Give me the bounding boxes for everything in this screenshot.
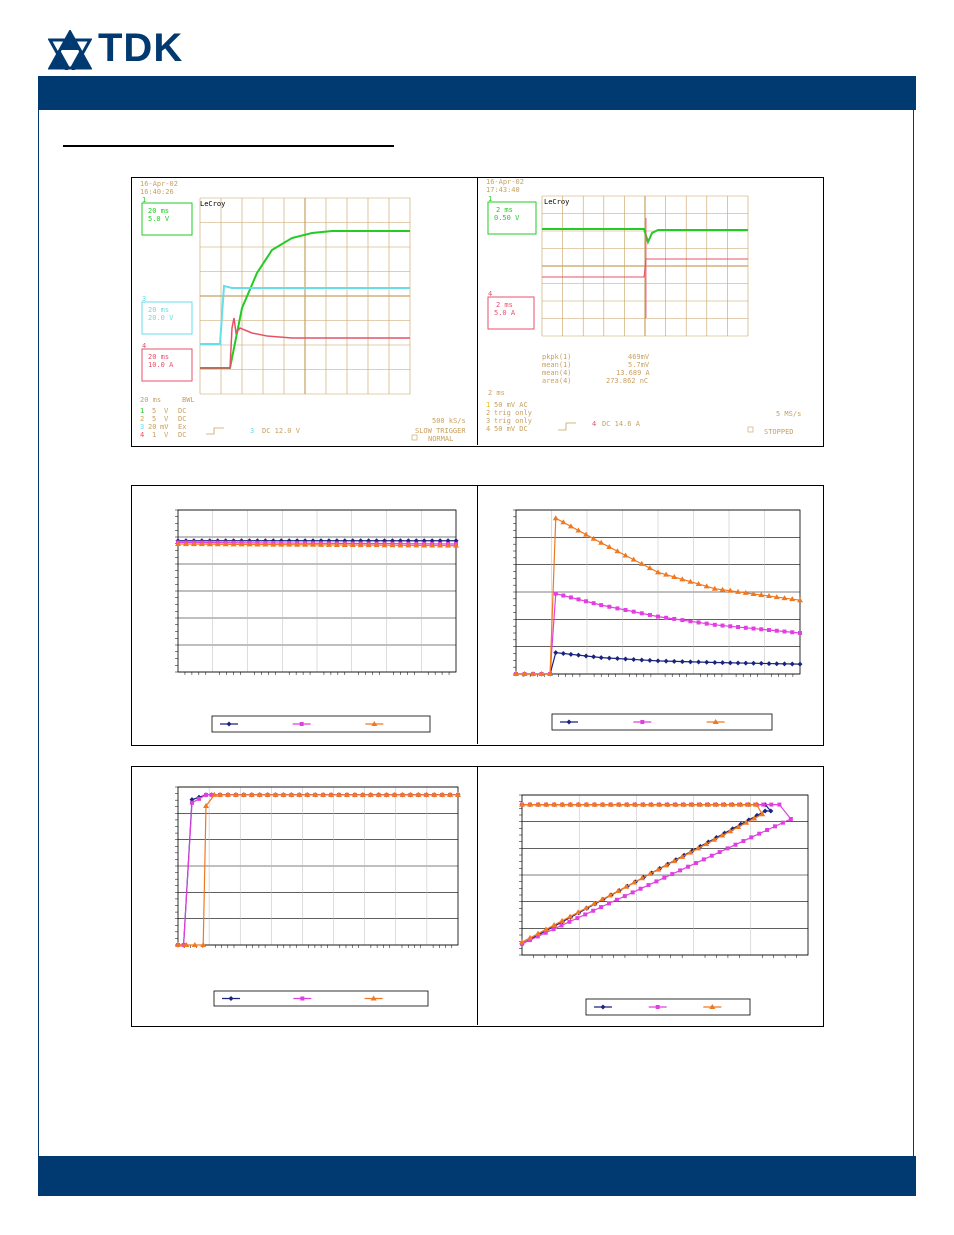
chart-data-point bbox=[632, 610, 636, 614]
chart-data-point bbox=[736, 625, 740, 629]
chart-data-point bbox=[656, 615, 660, 619]
ch4-timebase: 20 ms bbox=[148, 353, 170, 361]
chart-data-point bbox=[736, 660, 741, 665]
scope-right-timebase: 2 ms bbox=[488, 389, 505, 397]
svg-text:4: 4 bbox=[142, 342, 147, 350]
chart-data-point bbox=[702, 857, 706, 861]
svg-text:50 mV AC: 50 mV AC bbox=[494, 401, 528, 409]
chart-data-point bbox=[561, 594, 565, 598]
scope-left bbox=[132, 178, 476, 444]
chart-data-point bbox=[790, 630, 794, 634]
svg-text:5: 5 bbox=[152, 415, 157, 423]
chart-data-point bbox=[607, 656, 612, 661]
scope-left-ch4-box bbox=[142, 342, 192, 381]
chart-series-line bbox=[178, 795, 458, 945]
chart-top-right bbox=[478, 486, 821, 743]
svg-text:50 mV DC: 50 mV DC bbox=[494, 425, 528, 433]
chart-data-point bbox=[789, 817, 793, 821]
chart-data-point bbox=[769, 803, 773, 807]
chart-data-point bbox=[782, 661, 787, 666]
svg-text:3: 3 bbox=[486, 417, 491, 425]
chart-data-point bbox=[713, 623, 717, 627]
chart-data-point bbox=[584, 653, 589, 658]
chart-data-point bbox=[553, 515, 559, 520]
chart-data-point bbox=[744, 626, 748, 630]
chart-legend-marker bbox=[300, 722, 304, 726]
chart-data-point bbox=[775, 629, 779, 633]
svg-text:4: 4 bbox=[488, 290, 493, 298]
svg-text:pkpk(1): pkpk(1) bbox=[542, 353, 572, 361]
scope-left-mode2: NORMAL bbox=[428, 435, 454, 443]
svg-text:1: 1 bbox=[488, 195, 493, 203]
chart-data-point bbox=[710, 854, 714, 858]
chart-data-point bbox=[728, 660, 733, 665]
chart-data-point bbox=[615, 656, 620, 661]
svg-text:273.862 nC: 273.862 nC bbox=[606, 377, 649, 385]
chart-data-point bbox=[631, 657, 636, 662]
chart-data-point bbox=[712, 660, 717, 665]
chart-data-point bbox=[733, 843, 737, 847]
chart-data-point bbox=[777, 803, 781, 807]
chart-data-point bbox=[696, 660, 701, 665]
chart-data-point bbox=[688, 659, 693, 664]
chart-bottom-right bbox=[478, 767, 821, 1024]
scope-left-channel-list bbox=[140, 407, 186, 439]
tdk-logo bbox=[48, 26, 218, 74]
chart-data-point bbox=[623, 657, 628, 662]
chart-data-point bbox=[592, 601, 596, 605]
chart-legend bbox=[212, 716, 430, 732]
svg-text:2: 2 bbox=[486, 409, 491, 417]
chart-top-left bbox=[132, 486, 476, 743]
footer-band bbox=[38, 1156, 916, 1196]
chart-data-point bbox=[607, 605, 611, 609]
chart-data-point bbox=[781, 821, 785, 825]
chart-data-point bbox=[607, 901, 611, 905]
chart-data-point bbox=[672, 659, 677, 664]
chart-data-point bbox=[767, 661, 772, 666]
svg-text:20: 20 bbox=[148, 423, 157, 431]
scope-right-date: 16-Apr-02 bbox=[486, 178, 524, 186]
trigger-edge-icon bbox=[206, 428, 224, 434]
scope-right-trigger-ch: 4 bbox=[592, 420, 597, 428]
svg-text:1: 1 bbox=[140, 407, 145, 415]
chart-data-point bbox=[599, 905, 603, 909]
right-ch4-timebase: 2 ms bbox=[496, 301, 513, 309]
svg-text:4: 4 bbox=[140, 431, 145, 439]
chart-legend-marker bbox=[640, 720, 644, 724]
chart-data-point bbox=[615, 898, 619, 902]
chart-data-point bbox=[591, 654, 596, 659]
svg-text:DC: DC bbox=[178, 407, 187, 415]
chart-data-point bbox=[694, 861, 698, 865]
chart-data-point bbox=[583, 912, 587, 916]
svg-text:trig only: trig only bbox=[494, 409, 532, 417]
chart-data-point bbox=[773, 824, 777, 828]
svg-text:V: V bbox=[164, 407, 169, 415]
chart-data-point bbox=[798, 631, 802, 635]
chart-data-point bbox=[197, 797, 201, 801]
chart-legend bbox=[214, 991, 428, 1006]
svg-text:5: 5 bbox=[152, 407, 157, 415]
chart-data-point bbox=[757, 832, 761, 836]
chart-data-point bbox=[751, 661, 756, 666]
scope-left-status-icon bbox=[412, 435, 417, 440]
svg-text:area(4): area(4) bbox=[542, 377, 572, 385]
chart-data-point bbox=[568, 652, 573, 657]
chart-series-line bbox=[178, 795, 458, 945]
scope-left-trigger-ch: 3 bbox=[250, 427, 255, 435]
chart-series-line bbox=[522, 805, 762, 943]
chart-data-point bbox=[705, 622, 709, 626]
svg-text:1: 1 bbox=[142, 196, 147, 204]
scope-right bbox=[478, 178, 821, 444]
scope-left-ch3-box bbox=[142, 295, 192, 334]
right-ch4-scale: 5.0 A bbox=[494, 309, 516, 317]
chart-data-point bbox=[759, 661, 764, 666]
svg-text:mean(1): mean(1) bbox=[542, 361, 572, 369]
svg-text:V: V bbox=[164, 431, 169, 439]
scope-left-mode: SLOW TRIGGER bbox=[415, 427, 466, 435]
chart-data-point bbox=[680, 618, 684, 622]
scope-left-bwl: BWL bbox=[182, 396, 195, 404]
chart-data-point bbox=[761, 803, 765, 807]
chart-data-point bbox=[662, 876, 666, 880]
scope-left-sample-rate: 500 kS/s bbox=[432, 417, 466, 425]
chart-data-point bbox=[774, 661, 779, 666]
svg-text:V: V bbox=[164, 415, 169, 423]
chart-data-point bbox=[726, 846, 730, 850]
svg-text:1: 1 bbox=[486, 401, 491, 409]
svg-text:1: 1 bbox=[152, 431, 157, 439]
scope-right-sample-rate: 5 MS/s bbox=[776, 410, 802, 418]
scope-right-channel-list bbox=[486, 401, 532, 433]
ch3-scale: 20.0 V bbox=[148, 314, 174, 322]
chart-data-point bbox=[759, 627, 763, 631]
chart-data-point bbox=[647, 883, 651, 887]
chart-data-point bbox=[680, 659, 685, 664]
chart-data-point bbox=[765, 828, 769, 832]
chart-data-point bbox=[567, 920, 571, 924]
chart-legend bbox=[552, 714, 772, 730]
chart-data-point bbox=[654, 879, 658, 883]
chart-data-point bbox=[686, 865, 690, 869]
svg-text:mV: mV bbox=[160, 423, 169, 431]
chart-data-point bbox=[798, 662, 803, 667]
chart-data-point bbox=[720, 660, 725, 665]
svg-text:mean(4): mean(4) bbox=[542, 369, 572, 377]
svg-text:DC: DC bbox=[178, 415, 187, 423]
right-trigger-edge-icon bbox=[558, 423, 576, 430]
scope-right-ch4-box bbox=[488, 290, 534, 329]
ch1-scale: 5.0 V bbox=[148, 215, 170, 223]
scope-left-brand: LeCroy bbox=[200, 200, 226, 208]
svg-text:DC: DC bbox=[178, 431, 187, 439]
chart-data-point bbox=[615, 606, 619, 610]
svg-text:Ex: Ex bbox=[178, 423, 187, 431]
scope-right-mode: STOPPED bbox=[764, 428, 794, 436]
ch1-timebase: 20 ms bbox=[148, 207, 170, 215]
svg-text:trig only: trig only bbox=[494, 417, 532, 425]
chart-data-point bbox=[648, 613, 652, 617]
chart-bottom-left bbox=[132, 767, 476, 1024]
chart-data-point bbox=[639, 887, 643, 891]
svg-text:5.7mV: 5.7mV bbox=[628, 361, 650, 369]
chart-data-point bbox=[688, 619, 692, 623]
chart-data-point bbox=[569, 595, 573, 599]
svg-text:13.689 A: 13.689 A bbox=[616, 369, 650, 377]
chart-data-point bbox=[575, 916, 579, 920]
right-ch1-scale: 0.50 V bbox=[494, 214, 520, 222]
right-ch1-timebase: 2 ms bbox=[496, 206, 513, 214]
chart-data-point bbox=[631, 890, 635, 894]
chart-data-point bbox=[670, 872, 674, 876]
svg-text:3: 3 bbox=[142, 295, 147, 303]
chart-data-point bbox=[584, 599, 588, 603]
chart-data-point bbox=[656, 658, 661, 663]
chart-data-point bbox=[560, 923, 564, 927]
scope-left-ch1-box bbox=[142, 196, 192, 235]
chart-data-point bbox=[599, 655, 604, 660]
chart-data-point bbox=[623, 894, 627, 898]
chart-data-point bbox=[741, 839, 745, 843]
chart-data-point bbox=[624, 608, 628, 612]
chart-series-line bbox=[178, 795, 458, 945]
chart-data-point bbox=[553, 650, 558, 655]
chart-data-point bbox=[190, 801, 194, 805]
chart-data-point bbox=[752, 627, 756, 631]
chart-data-point bbox=[204, 793, 208, 797]
chart-data-point bbox=[664, 659, 669, 664]
chart-data-point bbox=[672, 617, 676, 621]
scope-right-trigger: DC 14.6 A bbox=[602, 420, 640, 428]
chart-data-point bbox=[678, 868, 682, 872]
chart-legend-marker bbox=[656, 1005, 660, 1009]
chart-data-point bbox=[767, 628, 771, 632]
chart-data-point bbox=[697, 620, 701, 624]
logo-wordmark: TDK bbox=[98, 26, 184, 70]
scope-right-measurements bbox=[542, 353, 651, 385]
scope-right-status-icon bbox=[748, 427, 753, 432]
chart-legend-marker bbox=[300, 997, 304, 1001]
chart-data-point bbox=[599, 603, 603, 607]
ch3-timebase: 20 ms bbox=[148, 306, 170, 314]
chart-data-point bbox=[552, 927, 556, 931]
chart-data-point bbox=[749, 835, 753, 839]
chart-data-point bbox=[591, 909, 595, 913]
ch4-scale: 10.0 A bbox=[148, 361, 174, 369]
chart-data-point bbox=[718, 850, 722, 854]
chart-data-point bbox=[576, 597, 580, 601]
svg-text:3: 3 bbox=[140, 423, 145, 431]
chart-data-point bbox=[763, 809, 768, 814]
chart-data-point bbox=[561, 651, 566, 656]
chart-data-point bbox=[647, 658, 652, 663]
chart-data-point bbox=[640, 611, 644, 615]
svg-text:469mV: 469mV bbox=[628, 353, 650, 361]
chart-data-point bbox=[704, 660, 709, 665]
chart-data-point bbox=[639, 657, 644, 662]
svg-text:2: 2 bbox=[140, 415, 145, 423]
scope-right-time: 17:43:40 bbox=[486, 186, 520, 194]
chart-data-point bbox=[728, 624, 732, 628]
scope-left-time: 16:40:26 bbox=[140, 188, 174, 196]
chart-data-point bbox=[664, 616, 668, 620]
chart-data-point bbox=[743, 661, 748, 666]
chart-data-point bbox=[576, 653, 581, 658]
chart-data-point bbox=[554, 592, 558, 596]
section-title-underline bbox=[63, 145, 394, 147]
scope-right-brand: LeCroy bbox=[544, 198, 570, 206]
chart-data-point bbox=[790, 662, 795, 667]
chart-data-point bbox=[721, 624, 725, 628]
svg-text:4: 4 bbox=[486, 425, 491, 433]
scope-left-trigger: DC 12.0 V bbox=[262, 427, 300, 435]
scope-right-ch1-box bbox=[488, 195, 536, 234]
chart-data-point bbox=[783, 630, 787, 634]
header-band bbox=[38, 76, 916, 110]
tdk-logo-icon bbox=[48, 30, 92, 70]
scope-left-timebase: 20 ms bbox=[140, 396, 162, 404]
scope-left-date: 16-Apr-02 bbox=[140, 180, 178, 188]
